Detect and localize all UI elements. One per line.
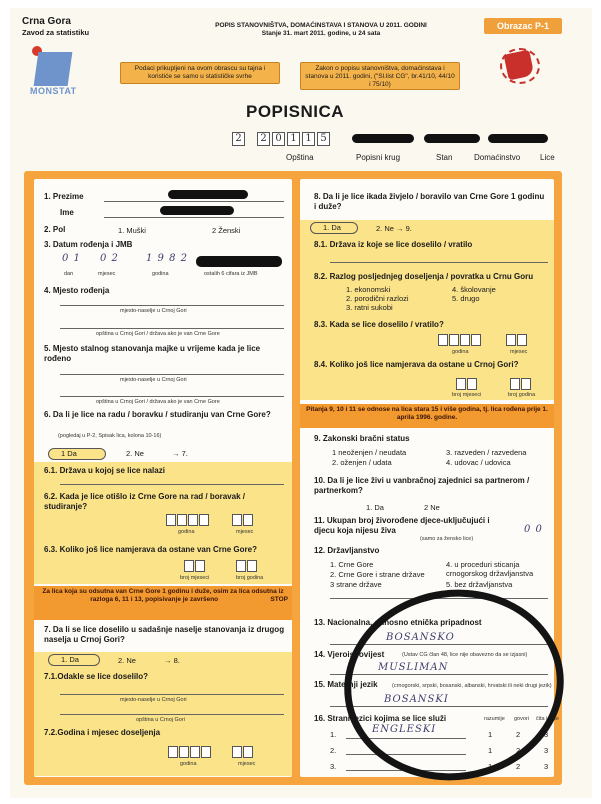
q15-label: 15. Maternji jezik [314,680,378,689]
q6-3-months-cells[interactable] [184,560,205,572]
q6-3-label: 6.3. Koliko još lice namjerava da ostane van Crne Gore? [44,545,257,554]
q10-label: 10. Da li je lice živi u vanbračnoj zajednici sa partnerom / partnerkom? [314,476,530,495]
q8-2-opt-war[interactable]: 3. ratni sukobi [346,303,393,312]
redaction-mark [352,134,414,143]
q6-3-years-cells[interactable] [236,560,257,572]
q5-hint-municipality: opština u Crnoj Gori / država ako je van Crne Gore [96,399,220,405]
q10-opt-no[interactable]: 2 Ne [424,503,440,512]
q2-label: 2. Pol [44,225,66,234]
q3-label-godina: godina [152,271,169,277]
form-title: POPISNICA [246,102,345,121]
confidentiality-note: Podaci prikupljeni na ovom obrascu su tajna i koristiće se samo u statističke svrhe [120,62,280,84]
q7-label: 7. Da li se lice doselilo u sadašnje naselje stanovanja iz drugog naselja u Crnoj Gori? [44,625,285,644]
q4-hint-municipality: opština u Crnoj Gori / država ako je van Crne Gore [96,331,220,337]
id-label-popisni-krug: Popisni krug [356,153,401,162]
id-label-domacinstvo: Domaćinstvo [474,153,521,162]
q8-4-months-cells[interactable] [456,378,477,390]
q6-label: 6. Da li je lice na radu / boravku / studiranju van Crne Gore? [44,410,271,419]
birth-year-value[interactable]: 1 9 8 2 [146,253,188,264]
q16-col-speaks: govori [514,716,529,722]
q5-label: 5. Mjesto stalnog stanovanja majke u vrijeme kada je lice rođeno [44,344,261,363]
q16-col-reads-writes: čita i piše [536,716,559,722]
q5-place-field[interactable] [60,374,284,375]
stop-instruction-strip [34,586,292,620]
q8-3-label: 8.3. Kada se lice doselilo / vratilo? [314,320,444,329]
q12-opt-foreign[interactable]: 3 strane države [330,580,382,589]
id-box[interactable]: 5 [317,132,330,146]
q8-1-label: 8.1. Država iz koje se lice doselilo / vratilo [314,240,473,249]
form-code-badge: Obrazac P-1 [484,18,562,34]
q8-3-year-cells[interactable] [438,334,481,346]
id-label-opstina: Opština [286,153,314,162]
q6-3-label-months: broj mjeseci [180,575,210,581]
census-title: POPIS STANOVNIŠTVA, DOMAĆINSTAVA I STANOVA U 2011. GODINI [215,22,427,29]
logo-text: MONSTAT [30,86,77,96]
q8-2-opt-economic[interactable]: 1. ekonomski [346,285,391,294]
q6-hint: (pogledaj u P-2, Spisak lica, kolona 10-16) [58,433,162,439]
redaction-mark [168,190,248,199]
id-label-stan: Stan [436,153,453,162]
q8-3-label-year: godina [452,349,469,355]
q8-3-label-month: mjesec [510,349,528,355]
q7-1-hint-place: mjesto-naselje u Crnoj Gori [120,697,187,703]
q3-label-mjesec: mjesec [98,271,116,277]
q12-opt-stateless[interactable]: 5. bez državljanstva [446,580,513,589]
q8-4-years-cells[interactable] [510,378,531,390]
age-instruction-strip: Pitanja 9, 10 i 11 se odnose na lica stara 15 i više godina, tj. lica rođena prije 1. aprila 1996. godine. [300,404,554,428]
census-date: Stanje 31. mart 2011. godine, u 24 sata [261,30,381,37]
redaction-mark [424,134,480,143]
q2-option-male[interactable]: 1. Muški [118,226,146,235]
q4-hint-place: mjesto-naselje u Crnoj Gori [120,308,187,314]
q8-1-field[interactable] [330,262,548,263]
institute-name: Zavod za statistiku [22,28,90,37]
q8-label: 8. Da li je lice ikada živjelo / boravilo van Crne Gore 1 godinu i duže? [314,192,545,211]
q8-4-label-months: broj mjeseci [452,392,482,398]
q8-2-label: 8.2. Razlog posljednjeg doseljenja / povratka u Crnu Goru [314,272,534,281]
q4-place-field[interactable] [60,305,284,306]
q13-answer[interactable]: BOSANSKO [386,632,455,643]
q8-2-opt-family[interactable]: 2. porodični razlozi [346,294,409,303]
q6-2-month-cells[interactable] [232,514,253,526]
q8-subsection-highlight [300,236,554,400]
q8-2-opt-school[interactable]: 4. školovanje [452,285,496,294]
q3-label: 3. Datum rođenja i JMB [44,240,133,249]
q16-opt-reads[interactable]: 3 [544,762,549,771]
q9-opt-widowed[interactable]: 4. udovac / udovica [446,458,511,467]
q8-yes-option[interactable]: 1. Da [310,222,358,234]
birth-day-value[interactable]: 0 1 [62,253,81,264]
q15-hint: (crnogorski, srpski, bosanski, albanski, hrvatski ili neki drugi jezik) [392,683,552,689]
q9-opt-divorced[interactable]: 3. razveden / razvedena [446,448,527,457]
q7-2-year-cells[interactable] [168,746,211,758]
id-box[interactable]: 0 [272,132,285,146]
q14-answer[interactable]: MUSLIMAN [378,662,449,673]
census-logo-icon [496,46,544,86]
q12-opt-montenegro[interactable]: 1. Crne Gore [330,560,374,569]
country-name: Crna Gora [22,16,71,27]
id-number-boxes [232,132,330,146]
q7-1-label: 7.1.Odakle se lice doselilo? [44,672,149,681]
q16-opt-understands[interactable]: 1 [488,746,493,755]
q15-answer[interactable]: BOSANSKI [384,694,449,705]
q14-label: 14. Vjeroispovijest [314,650,385,659]
monstat-logo [30,44,86,96]
stop-label: STOP [270,596,288,603]
id-label-lice: Lice [540,153,555,162]
q6-yes-option[interactable]: 1 Da [48,448,106,460]
q16-row-2: 2. [330,746,337,755]
id-box[interactable]: 1 [287,132,300,146]
q7-1-place-field[interactable] [60,694,284,695]
q16-row-3: 3. [330,762,337,771]
q1-field[interactable] [104,201,284,202]
q8-no-option[interactable]: 2. Ne → 9. [376,224,412,233]
logo-mark-icon [34,52,73,86]
q16-opt-reads[interactable]: 3 [544,730,549,739]
q9-label: 9. Zakonski bračni status [314,434,410,443]
q7-skip-arrow: → 8. [164,656,180,665]
q16-opt-speaks[interactable]: 2 [516,730,521,739]
id-box[interactable]: 2 [232,132,245,146]
q4-municipality-field[interactable] [60,328,284,329]
q16-opt-speaks[interactable]: 2 [516,746,521,755]
q5-municipality-field[interactable] [60,396,284,397]
q7-2-label: 7.2.Godina i mjesec doseljenja [44,728,161,737]
id-box[interactable]: 1 [302,132,315,146]
q16-opt-reads[interactable]: 3 [544,746,549,755]
q16-col-understands: razumije [484,716,505,722]
ime-field[interactable] [104,217,284,218]
q7-2-label-month: mjesec [238,761,256,767]
q8-3-month-cells[interactable] [506,334,527,346]
institute-header [22,16,89,38]
q9-opt-single[interactable]: 1 neoženjen / neudata [332,448,407,457]
q6-2-label-year: godina [178,529,195,535]
q16-opt-understands[interactable]: 1 [488,762,493,771]
q2-option-female[interactable]: 2 Ženski [212,226,241,235]
q7-no-option[interactable]: 2. Ne [118,656,136,665]
q1-ime-label: Ime [60,208,74,217]
q7-2-label-year: godina [180,761,197,767]
q6-2-label: 6.2. Kada je lice otišlo iz Crne Gore na rad / boravak / studiranje? [44,492,245,511]
redaction-mark [160,206,234,215]
q12-opt-in-procedure[interactable]: 4. u proceduri sticanja crnogorskog državljanstva [446,560,534,578]
q6-no-option[interactable]: 2. Ne [126,449,144,458]
q12-opt-dual[interactable]: 2. Crne Gore i strane države [330,570,425,579]
q8-4-label: 8.4. Koliko još lice namjerava da ostane u Crnoj Gori? [314,360,519,369]
q7-1-hint-municipality: opština u Crnoj Gori [136,717,185,723]
q7-2-month-cells[interactable] [232,746,253,758]
q14-hint: (Ustav CG član 48, lice nije obavezno da se izjasni) [402,652,528,658]
q16-language-1[interactable]: ENGLESKI [372,724,437,735]
q11-hint: (samo za žensko lice) [420,536,474,542]
redaction-mark [488,134,548,143]
q16-opt-understands[interactable]: 1 [488,730,493,739]
q16-label: 16. Strani jezici kojima se lice služi [314,714,447,723]
q4-label: 4. Mjesto rođenja [44,286,110,295]
q13-label: 13. Nacionalna, odnosno etnička pripadnost [314,618,482,627]
q1-label: 1. Prezime [44,192,84,201]
q11-children-count[interactable]: 0 0 [524,524,543,535]
q16-row-1: 1. [330,730,337,739]
q6-2-label-month: mjesec [236,529,254,535]
birth-month-value[interactable]: 0 2 [100,253,119,264]
q9-opt-married[interactable]: 2. oženjen / udata [332,458,392,467]
stop-instruction-text: Za lica koja su odsutna van Crne Gore 1 godinu i duže, osim za lica odsutna iz razloga 6, 11 i 13, popisivanje je završeno [42,588,284,603]
q16-opt-speaks[interactable]: 2 [516,762,521,771]
q8-2-opt-other[interactable]: 5. drugo [452,294,480,303]
q7-1-municipality-field[interactable] [60,714,284,715]
law-note: Zakon o popisu stanovništva, domaćinstava i stanova u 2011. godini, ("Sl.list CG", br.41/10, 44/10 i 75/10) [300,62,460,90]
q10-opt-yes[interactable]: 1. Da [366,503,384,512]
q5-hint-place: mjesto-naselje u Crnoj Gori [120,377,187,383]
q6-1-label: 6.1. Država u kojoj se lice nalazi [44,466,165,475]
redaction-mark [196,256,282,267]
q8-4-label-years: broj godina [508,392,536,398]
id-box[interactable]: 2 [257,132,270,146]
q6-skip-arrow: → 7. [172,449,188,458]
q11-label: 11. Ukupan broj živorođene djece-uključujući i djecu koja nijesu živa [314,516,490,535]
q6-3-label-years: broj godina [236,575,264,581]
q3-label-dan: dan [64,271,74,277]
census-heading [186,22,456,38]
q7-yes-option[interactable]: 1. Da [48,654,100,666]
q6-1-field[interactable] [60,484,284,485]
q12-label: 12. Državljanstvo [314,546,380,555]
q6-2-year-cells[interactable] [166,514,209,526]
q3-label-jmb: ostalih 6 cifara iz JMB [204,271,258,277]
